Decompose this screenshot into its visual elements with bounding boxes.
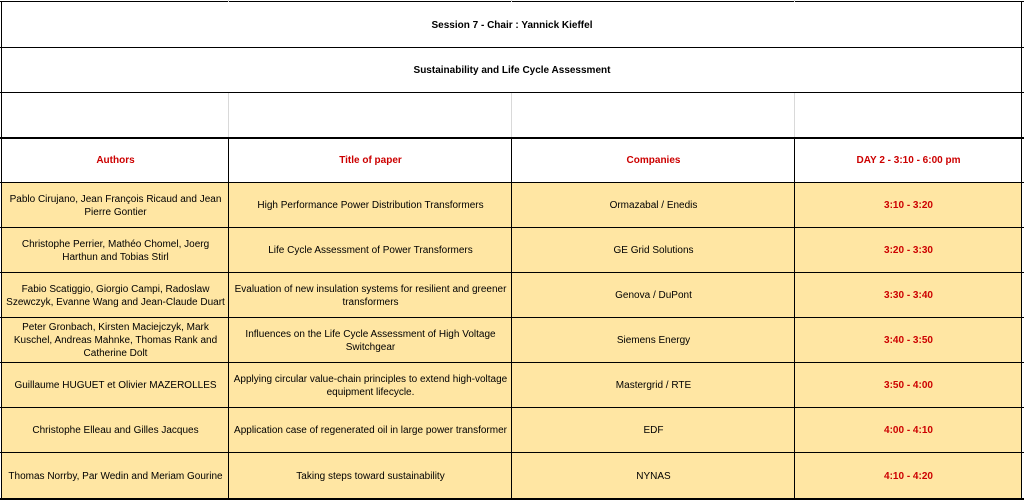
row-companies: GE Grid Solutions xyxy=(613,245,694,256)
grid-line xyxy=(0,227,1024,228)
grid-line xyxy=(0,92,1024,93)
row-authors: Pablo Cirujano, Jean François Ricaud and Jean Pierre Gontier xyxy=(9,193,222,218)
grid-line xyxy=(794,93,795,137)
column-header-companies: Companies xyxy=(626,155,681,166)
grid-line xyxy=(511,93,512,137)
row-authors: Fabio Scatiggio, Giorgio Campi, Radoslaw Szewczyk, Evanne Wang and Jean-Claude Duart xyxy=(6,283,225,308)
grid-line xyxy=(0,407,1024,408)
row-title: Applying circular value-chain principles to extend high-voltage equipment lifecycle. xyxy=(233,373,508,398)
row-authors: Thomas Norrby, Par Wedin and Meriam Gourine xyxy=(8,470,223,482)
grid-line xyxy=(228,0,229,2)
column-header-title: Title of paper xyxy=(339,155,402,166)
row-time: 3:10 - 3:20 xyxy=(884,200,933,211)
row-title: Life Cycle Assessment of Power Transformers xyxy=(268,245,473,256)
column-header-authors: Authors xyxy=(96,155,135,166)
grid-line xyxy=(794,0,795,2)
row-authors: Christophe Perrier, Mathéo Chomel, Joerg Harthun and Tobias Stirl xyxy=(21,238,210,263)
grid-line xyxy=(0,1,1024,2)
session-theme: Sustainability and Life Cycle Assessment xyxy=(413,65,611,76)
row-authors: Christophe Elleau and Gilles Jacques xyxy=(32,425,199,436)
row-time: 3:50 - 4:00 xyxy=(884,380,933,391)
row-companies: Genova / DuPont xyxy=(615,290,692,301)
row-title: Influences on the Life Cycle Assessment of High Voltage Switchgear xyxy=(245,328,496,353)
row-time: 4:00 - 4:10 xyxy=(884,425,933,436)
row-companies: Siemens Energy xyxy=(616,335,691,346)
grid-line xyxy=(0,317,1024,318)
grid-line xyxy=(228,137,229,500)
grid-line xyxy=(0,452,1024,453)
row-companies: NYNAS xyxy=(636,470,671,482)
grid-line xyxy=(794,137,795,500)
grid-line xyxy=(228,93,229,137)
grid-line xyxy=(0,498,1024,500)
row-time: 3:30 - 3:40 xyxy=(884,290,933,301)
column-header-time: DAY 2 - 3:10 - 6:00 pm xyxy=(856,155,961,166)
row-companies: EDF xyxy=(643,425,664,436)
row-time: 3:40 - 3:50 xyxy=(884,335,933,346)
grid-line xyxy=(1,1,2,500)
row-companies: Mastergrid / RTE xyxy=(615,380,692,391)
grid-line xyxy=(0,182,1024,183)
grid-line xyxy=(0,47,1024,48)
row-companies: Ormazabal / Enedis xyxy=(609,200,698,211)
row-title: Taking steps toward sustainability xyxy=(296,470,445,482)
grid-line xyxy=(1021,1,1022,500)
row-time: 4:10 - 4:20 xyxy=(884,470,933,482)
row-authors: Peter Gronbach, Kirsten Maciejczyk, Mark Kuschel, Andreas Mahnke, Thomas Rank and Catherine Dolt xyxy=(13,322,218,359)
row-time: 3:20 - 3:30 xyxy=(884,245,933,256)
grid-line xyxy=(0,272,1024,273)
grid-line xyxy=(0,137,1024,139)
row-title: High Performance Power Distribution Transformers xyxy=(257,200,484,211)
grid-line xyxy=(0,362,1024,363)
grid-line xyxy=(511,0,512,2)
row-title: Application case of regenerated oil in large power transformer xyxy=(234,425,507,436)
row-title: Evaluation of new insulation systems for resilient and greener transformers xyxy=(234,283,507,308)
row-authors: Guillaume HUGUET et Olivier MAZEROLLES xyxy=(14,380,217,391)
session-title: Session 7 - Chair : Yannick Kieffel xyxy=(431,19,593,31)
grid-line xyxy=(511,137,512,500)
